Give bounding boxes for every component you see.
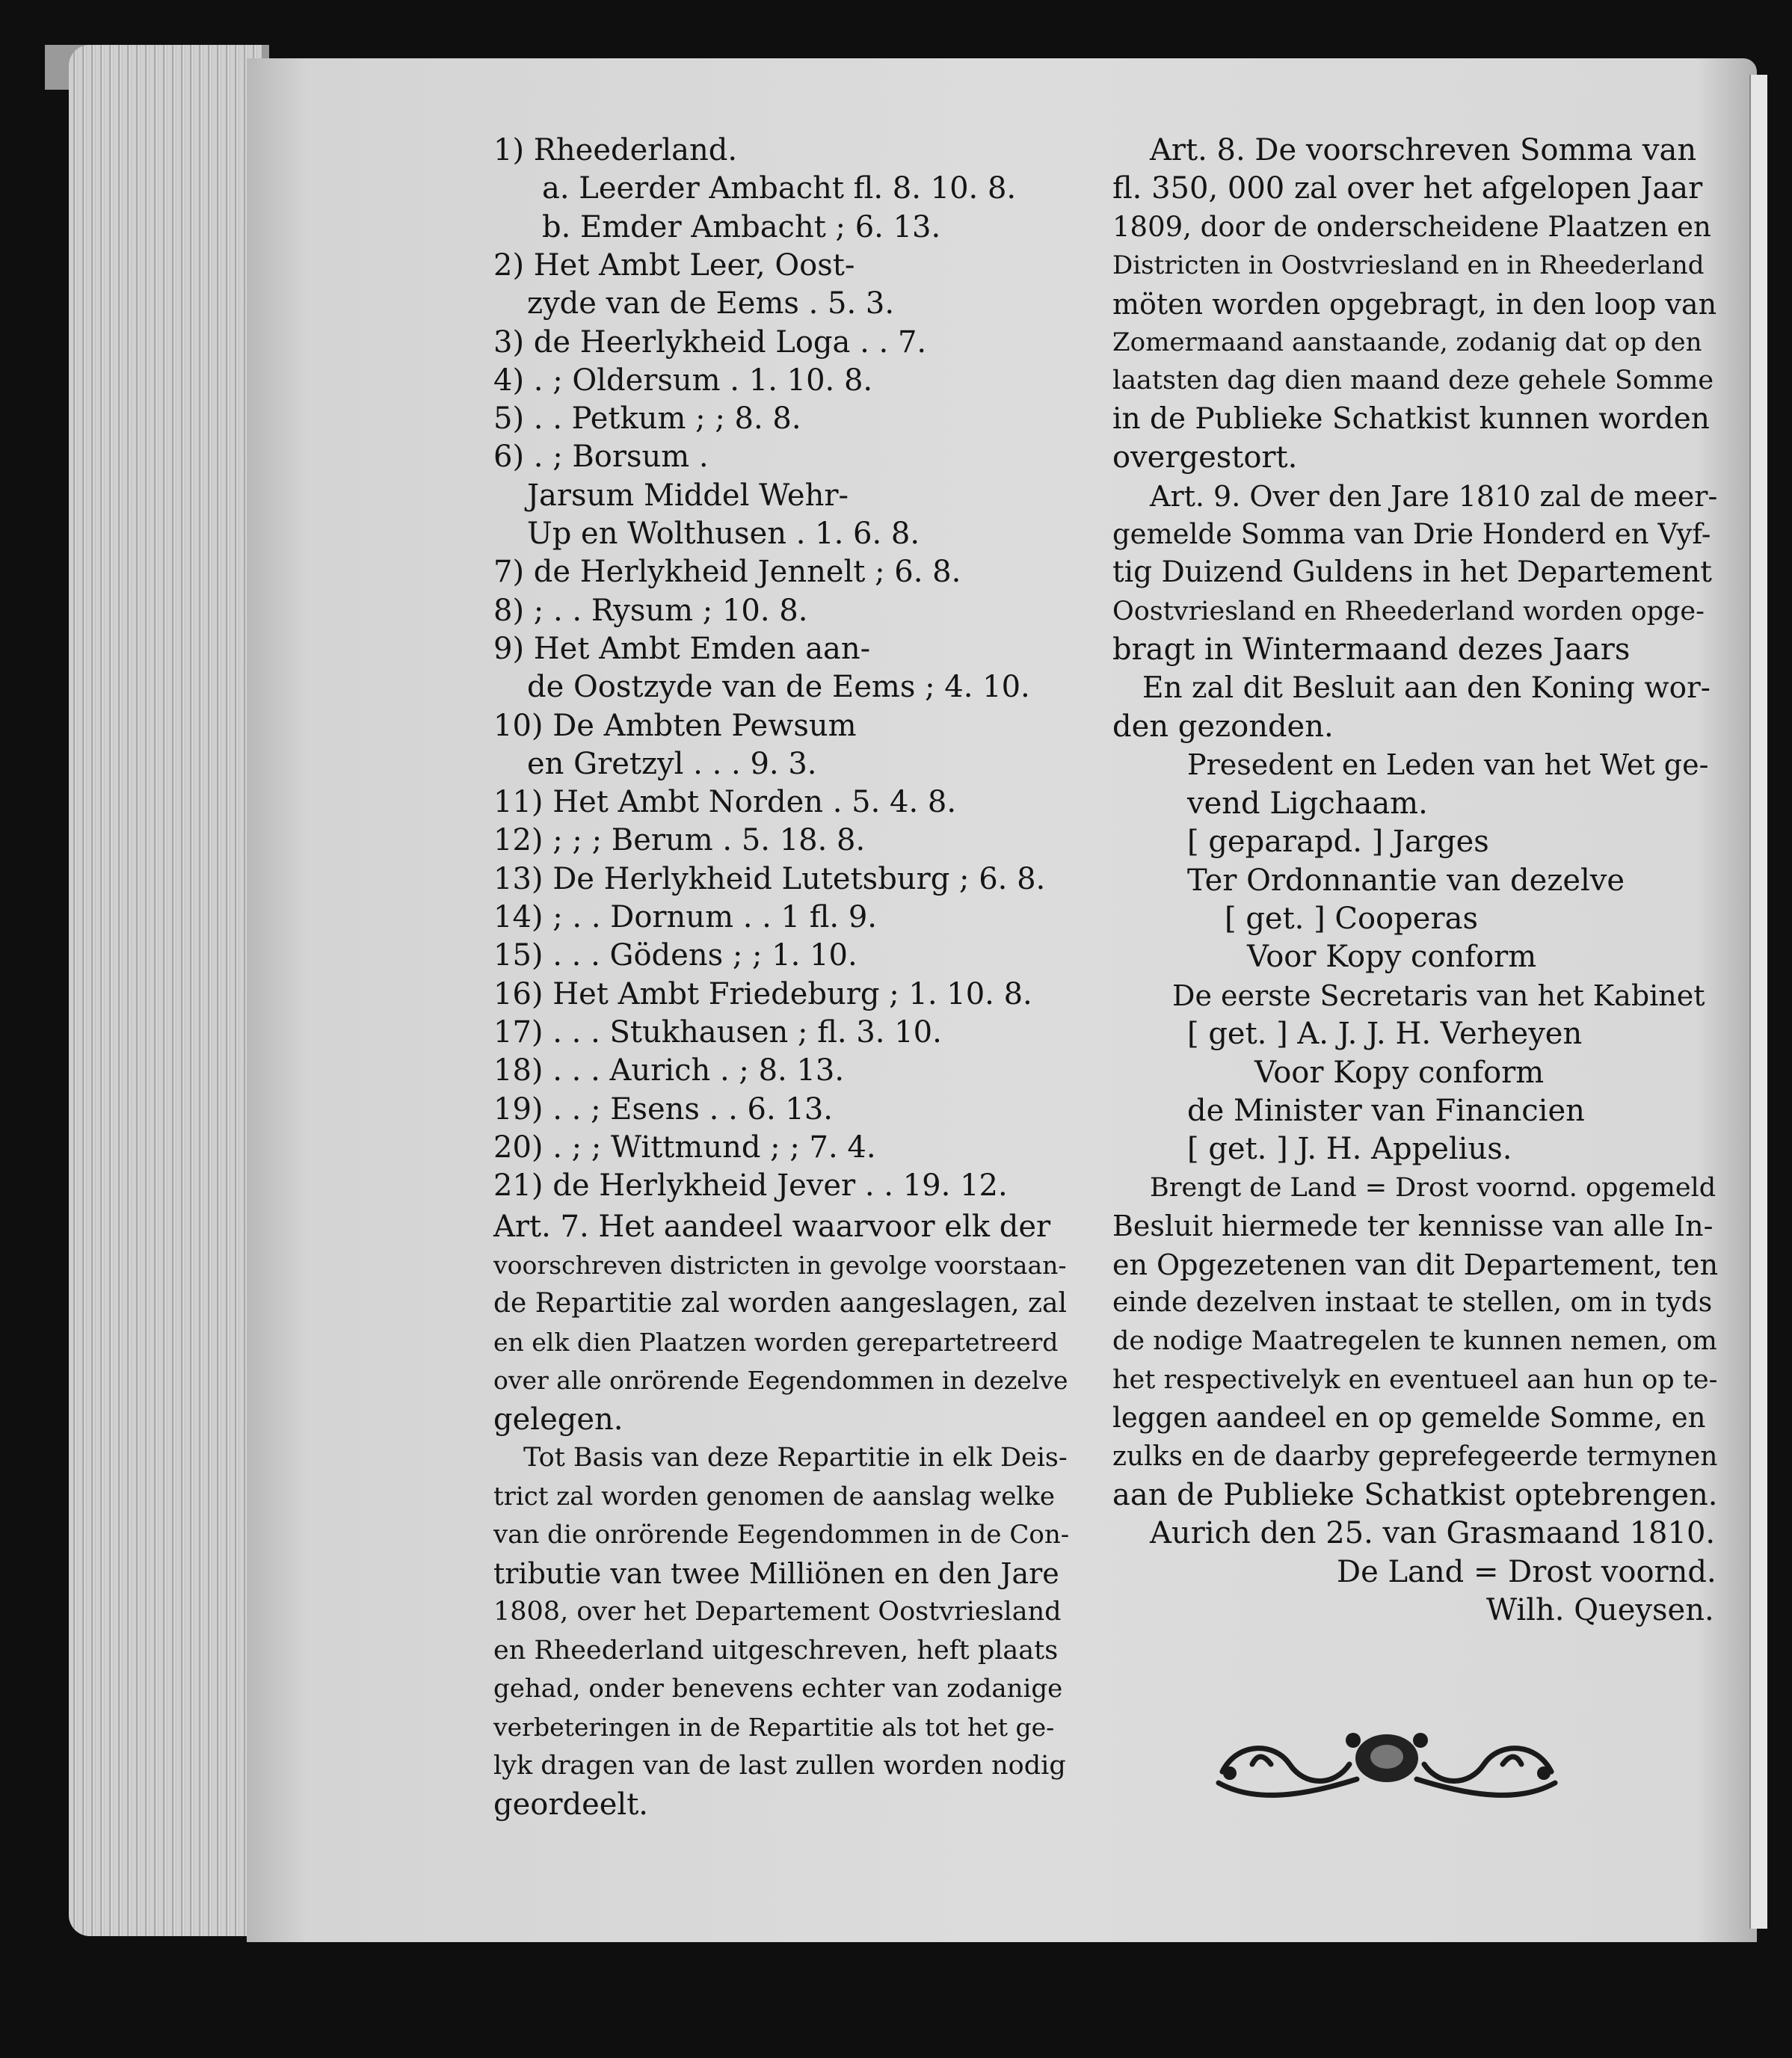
text-line: voorschreven districten in gevolge voorstaan- (493, 1250, 1067, 1280)
text-line: vend Ligchaam. (1187, 786, 1428, 821)
text-line: Voor Kopy conform (1247, 940, 1537, 975)
text-line: 16) Het Ambt Friedeburg ; 1. 10. 8. (493, 976, 1032, 1011)
text-line: Zomermaand aanstaande, zodanig dat op den (1112, 327, 1702, 357)
text-line: [ geparapd. ] Jarges (1187, 825, 1489, 860)
text-line: 4) . ; Oldersum . 1. 10. 8. (493, 363, 873, 398)
text-line: 1809, door de onderscheidene Plaatzen en (1112, 210, 1711, 243)
text-line: de Repartitie zal worden aangeslagen, zal (493, 1288, 1067, 1319)
text-line: overgestort. (1112, 440, 1298, 475)
decorative-tailpiece-icon (1207, 1719, 1566, 1809)
text-line: gemelde Somma van Drie Honderd en Vyf- (1112, 518, 1711, 550)
text-line: aan de Publieke Schatkist optebrengen. (1112, 1478, 1718, 1512)
text-line: over alle onrörende Eegendommen in dezelve (493, 1366, 1068, 1396)
page-right-edge (1749, 75, 1767, 1929)
text-line: Ter Ordonnantie van dezelve (1187, 863, 1625, 898)
text-line: Districten in Oostvriesland en in Rheederland (1112, 250, 1705, 281)
text-line: en Rheederland uitgeschreven, heft plaats (493, 1635, 1059, 1666)
text-line: 12) ; ; ; Berum . 5. 18. 8. (493, 823, 866, 858)
text-line: het respectivelyk en eventueel aan hun op te- (1112, 1364, 1718, 1395)
text-line: 15) . . . Gödens ; ; 1. 10. (493, 938, 857, 973)
text-line: 11) Het Ambt Norden . 5. 4. 8. (493, 785, 957, 820)
text-line: De eerste Secretaris van het Kabinet (1172, 979, 1705, 1012)
text-line: en elk dien Plaatzen worden gerepartetreerd (493, 1327, 1059, 1357)
text-line: Art. 8. De voorschreven Somma van (1150, 133, 1697, 167)
text-line: 19) . . ; Esens . . 6. 13. (493, 1091, 834, 1127)
text-line: [ get. ] J. H. Appelius. (1187, 1132, 1512, 1167)
text-line: 8) ; . . Rysum ; 10. 8. (493, 593, 808, 628)
text-line: [ get. ] A. J. J. H. Verheyen (1187, 1017, 1583, 1052)
text-line: 17) . . . Stukhausen ; fl. 3. 10. (493, 1014, 942, 1050)
text-line: Oostvriesland en Rheederland worden opge- (1112, 596, 1705, 626)
text-line: 13) De Herlykheid Lutetsburg ; 6. 8. (493, 861, 1046, 896)
text-line: tributie van twee Milliönen en den Jare (493, 1556, 1059, 1590)
text-line: einde dezelven instaat te stellen, om in tyds (1112, 1287, 1713, 1318)
text-line: laatsten dag dien maand deze gehele Somme (1112, 366, 1714, 396)
text-line: tig Duizend Guldens in het Departement (1112, 555, 1712, 590)
text-line: en Opgezetenen van dit Departement, ten (1112, 1248, 1719, 1281)
text-line: de Minister van Financien (1187, 1094, 1585, 1128)
text-line: 14) ; . . Dornum . . 1 fl. 9. (493, 900, 878, 934)
text-line: möten worden opgebragt, in den loop van (1112, 287, 1717, 321)
text-line: 2) Het Ambt Leer, Oost- (493, 247, 855, 283)
text-line: 1) Rheederland. (493, 133, 738, 167)
text-line: geordeelt. (493, 1787, 649, 1822)
book-page-edges (69, 45, 262, 1936)
text-line: 9) Het Ambt Emden aan- (493, 631, 871, 666)
text-line: Aurich den 25. van Grasmaand 1810. (1150, 1516, 1716, 1551)
text-line: de Oostzyde van de Eems ; 4. 10. (527, 670, 1030, 705)
text-line: 3) de Heerlykheid Loga . . 7. (493, 324, 927, 360)
text-line: Presedent en Leden van het Wet ge- (1187, 748, 1709, 782)
text-line: gelegen. (493, 1402, 623, 1437)
text-line: lyk dragen van de last zullen worden nodig (493, 1751, 1066, 1781)
text-line: Up en Wolthusen . 1. 6. 8. (527, 517, 920, 551)
text-line: 6) . ; Borsum . (493, 440, 709, 475)
text-line: [ get. ] Cooperas (1225, 902, 1478, 936)
text-line: van die onrörende Eegendommen in de Con- (493, 1520, 1070, 1550)
text-line: a. Leerder Ambacht fl. 8. 10. 8. (542, 171, 1017, 206)
text-line: Wilh. Queysen. (1486, 1593, 1714, 1628)
text-line: gehad, onder benevens echter van zodanige (493, 1674, 1063, 1704)
text-line: Besluit hiermede ter kennisse van alle In- (1112, 1210, 1714, 1243)
text-line: verbeteringen in de Repartitie als tot het ge- (493, 1712, 1055, 1742)
text-line: Jarsum Middel Wehr- (527, 478, 849, 513)
text-line: trict zal worden genomen de aanslag welke (493, 1481, 1056, 1512)
text-line: bragt in Wintermaand dezes Jaars (1112, 632, 1631, 668)
text-line: de nodige Maatregelen te kunnen nemen, om (1112, 1326, 1717, 1357)
text-line: b. Emder Ambacht ; 6. 13. (542, 209, 941, 244)
text-line: fl. 350, 000 zal over het afgelopen Jaar (1112, 171, 1703, 206)
text-line: 21) de Herlykheid Jever . . 19. 12. (493, 1168, 1008, 1204)
text-line: en Gretzyl . . . 9. 3. (527, 746, 817, 781)
text-line: zulks en de daarby geprefegeerde termynen (1112, 1441, 1718, 1472)
text-line: De Land = Drost voornd. (1337, 1554, 1716, 1589)
text-line: in de Publieke Schatkist kunnen worden (1112, 401, 1710, 436)
text-line: 20) . ; ; Wittmund ; ; 7. 4. (493, 1130, 876, 1165)
text-line: Voor Kopy conform (1254, 1055, 1545, 1090)
text-line: 5) . . Petkum ; ; 8. 8. (493, 401, 801, 437)
text-line: 7) de Herlykheid Jennelt ; 6. 8. (493, 555, 961, 590)
text-line: Art. 9. Over den Jare 1810 zal de meer- (1150, 479, 1718, 513)
text-line: leggen aandeel en op gemelde Somme, en (1112, 1402, 1706, 1435)
text-line: 1808, over het Departement Oostvriesland (493, 1597, 1062, 1627)
text-line: zyde van de Eems . 5. 3. (527, 286, 895, 321)
text-line: den gezonden. (1112, 709, 1334, 744)
text-line: Brengt de Land = Drost voornd. opgemeld (1150, 1172, 1716, 1203)
text-line: 18) . . . Aurich . ; 8. 13. (493, 1053, 845, 1088)
text-line: En zal dit Besluit aan den Koning wor- (1142, 671, 1711, 705)
text-line: Art. 7. Het aandeel waarvoor elk der (493, 1210, 1051, 1245)
text-line: 10) De Ambten Pewsum (493, 708, 857, 743)
text-line: Tot Basis van deze Repartitie in elk Deis- (523, 1443, 1068, 1473)
